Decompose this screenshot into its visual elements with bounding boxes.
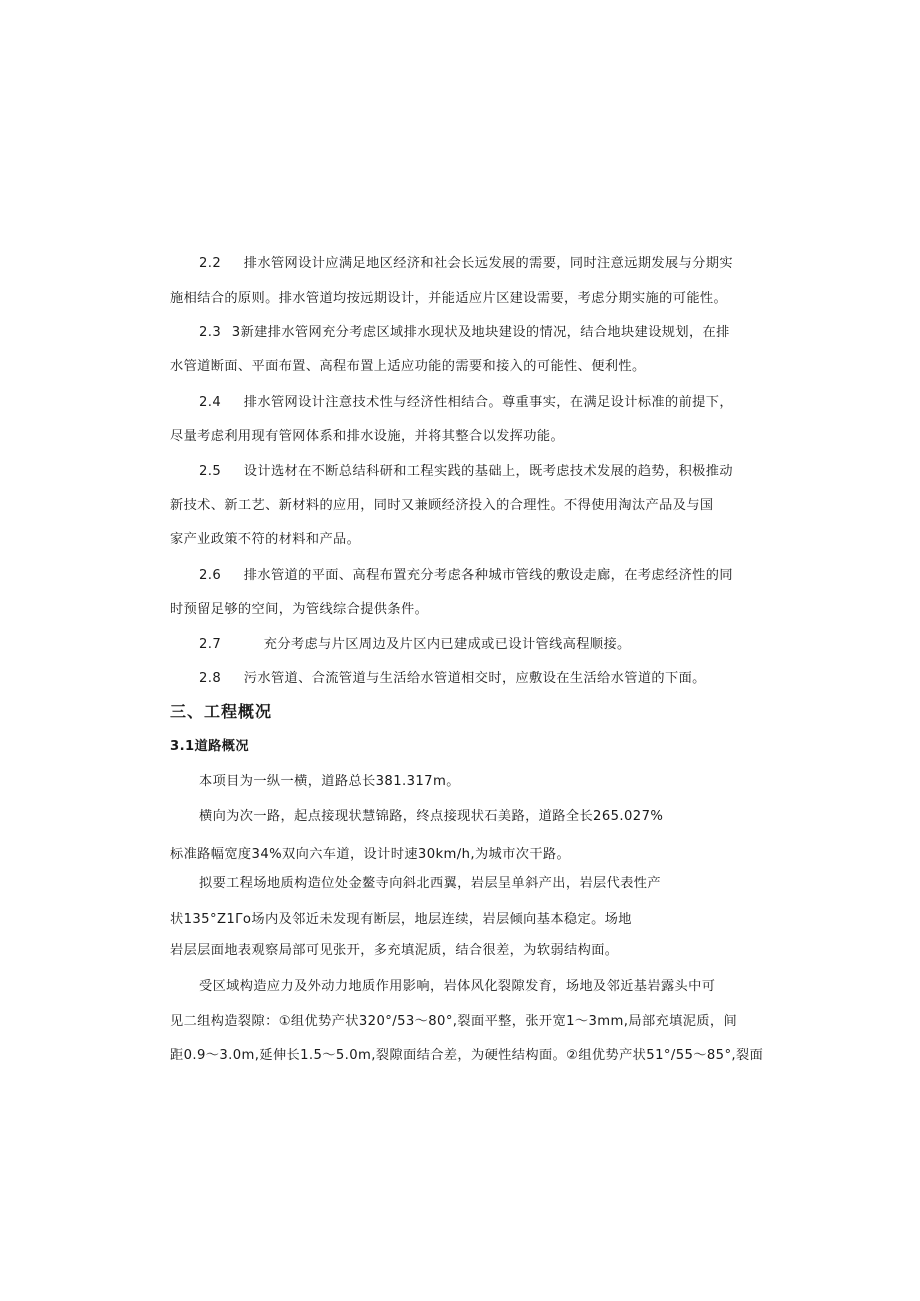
body-line-8: 见二组构造裂隙：①组优势产状320°/53～80°,裂面平整，张开宽1～3mm,局部充填泥质，间 (170, 1014, 738, 1029)
body-line-3: 标准路幅宽度34%双向六车道，设计时速30km∕h,为城市次干路。 (170, 847, 571, 862)
clause-2-4-line-2: 尽量考虑利用现有管网体系和排水设施，并将其整合以发挥功能。 (170, 429, 565, 444)
subsection-heading: 3.1道路概况 (170, 739, 249, 754)
clause-2-3-line-2: 水管道断面、平面布置、高程布置上适应功能的需要和接入的可能性、便利性。 (170, 359, 646, 374)
clause-number: 2.5 (199, 464, 222, 479)
clause-2-2-line-1: 2.2 排水管网设计应满足地区经济和社会长远发展的需要，同时注意远期发展与分期实 (199, 254, 733, 274)
clause-number: 2.2 (199, 256, 222, 271)
clause-2-6-line-2: 时预留足够的空间，为管线综合提供条件。 (170, 602, 429, 617)
section-heading: 三、工程概况 (170, 702, 273, 721)
body-line-4: 拟要工程场地质构造位处金鳌寺向斜北西翼，岩层呈单斜产出，岩层代表性产 (199, 876, 661, 891)
clause-2-7-line-1: 2.7 充分考虑与片区周边及片区内已建成或已设计管线高程顺接。 (199, 635, 631, 655)
body-line-1: 本项目为一纵一横，道路总长381.317m。 (199, 774, 460, 789)
body-line-6: 岩层层面地表观察局部可见张开，多充填泥质，结合很差，为软弱结构面。 (170, 943, 619, 958)
clause-2-4-line-1: 2.4 排水管网设计注意技术性与经济性相结合。尊重事实，在满足设计标准的前提下， (199, 393, 733, 413)
clause-number: 2.8 (199, 671, 222, 686)
clause-2-5-line-1: 2.5 设计选材在不断总结科研和工程实践的基础上，既考虑技术发展的趋势，积极推动 (199, 462, 733, 482)
clause-2-3-line-1: 2.3 3新建排水管网充分考虑区域排水现状及地块建设的情况，结合地块建设规划，在排 (199, 323, 730, 343)
clause-2-5-line-2: 新技术、新工艺、新材料的应用，同时又兼顾经济投入的合理性。不得使用淘汰产品及与国 (170, 498, 714, 513)
clause-number: 2.3 (199, 325, 222, 340)
clause-number: 2.7 (199, 637, 222, 652)
body-line-5: 状135°Z1Γo场内及邻近未发现有断层，地层连续，岩层倾向基本稳定。场地 (170, 912, 632, 927)
clause-number: 2.6 (199, 568, 222, 583)
clause-2-6-line-1: 2.6 排水管道的平面、高程布置充分考虑各种城市管线的敷设走廊，在考虑经济性的同 (199, 566, 733, 586)
body-line-2: 横向为次一路，起点接现状慧锦路，终点接现状石美路，道路全长265.027% (199, 809, 664, 824)
body-line-7: 受区域构造应力及外动力地质作用影响，岩体风化裂隙发育，场地及邻近基岩露头中可 (199, 979, 716, 994)
clause-number: 2.4 (199, 395, 222, 410)
clause-2-5-line-3: 家产业政策不符的材料和产品。 (170, 532, 361, 547)
clause-2-8-line-1: 2.8 污水管道、合流管道与生活给水管道相交时，应敷设在生活给水管道的下面。 (199, 669, 706, 689)
body-line-9: 距0.9～3.0m,延伸长1.5～5.0m,裂隙面结合差，为硬性结构面。②组优势产状51°/55～85°,裂面 (170, 1048, 764, 1063)
clause-2-2-line-2: 施相结合的原则。排水管道均按远期设计，并能适应片区建设需要，考虑分期实施的可能性。 (170, 291, 728, 306)
